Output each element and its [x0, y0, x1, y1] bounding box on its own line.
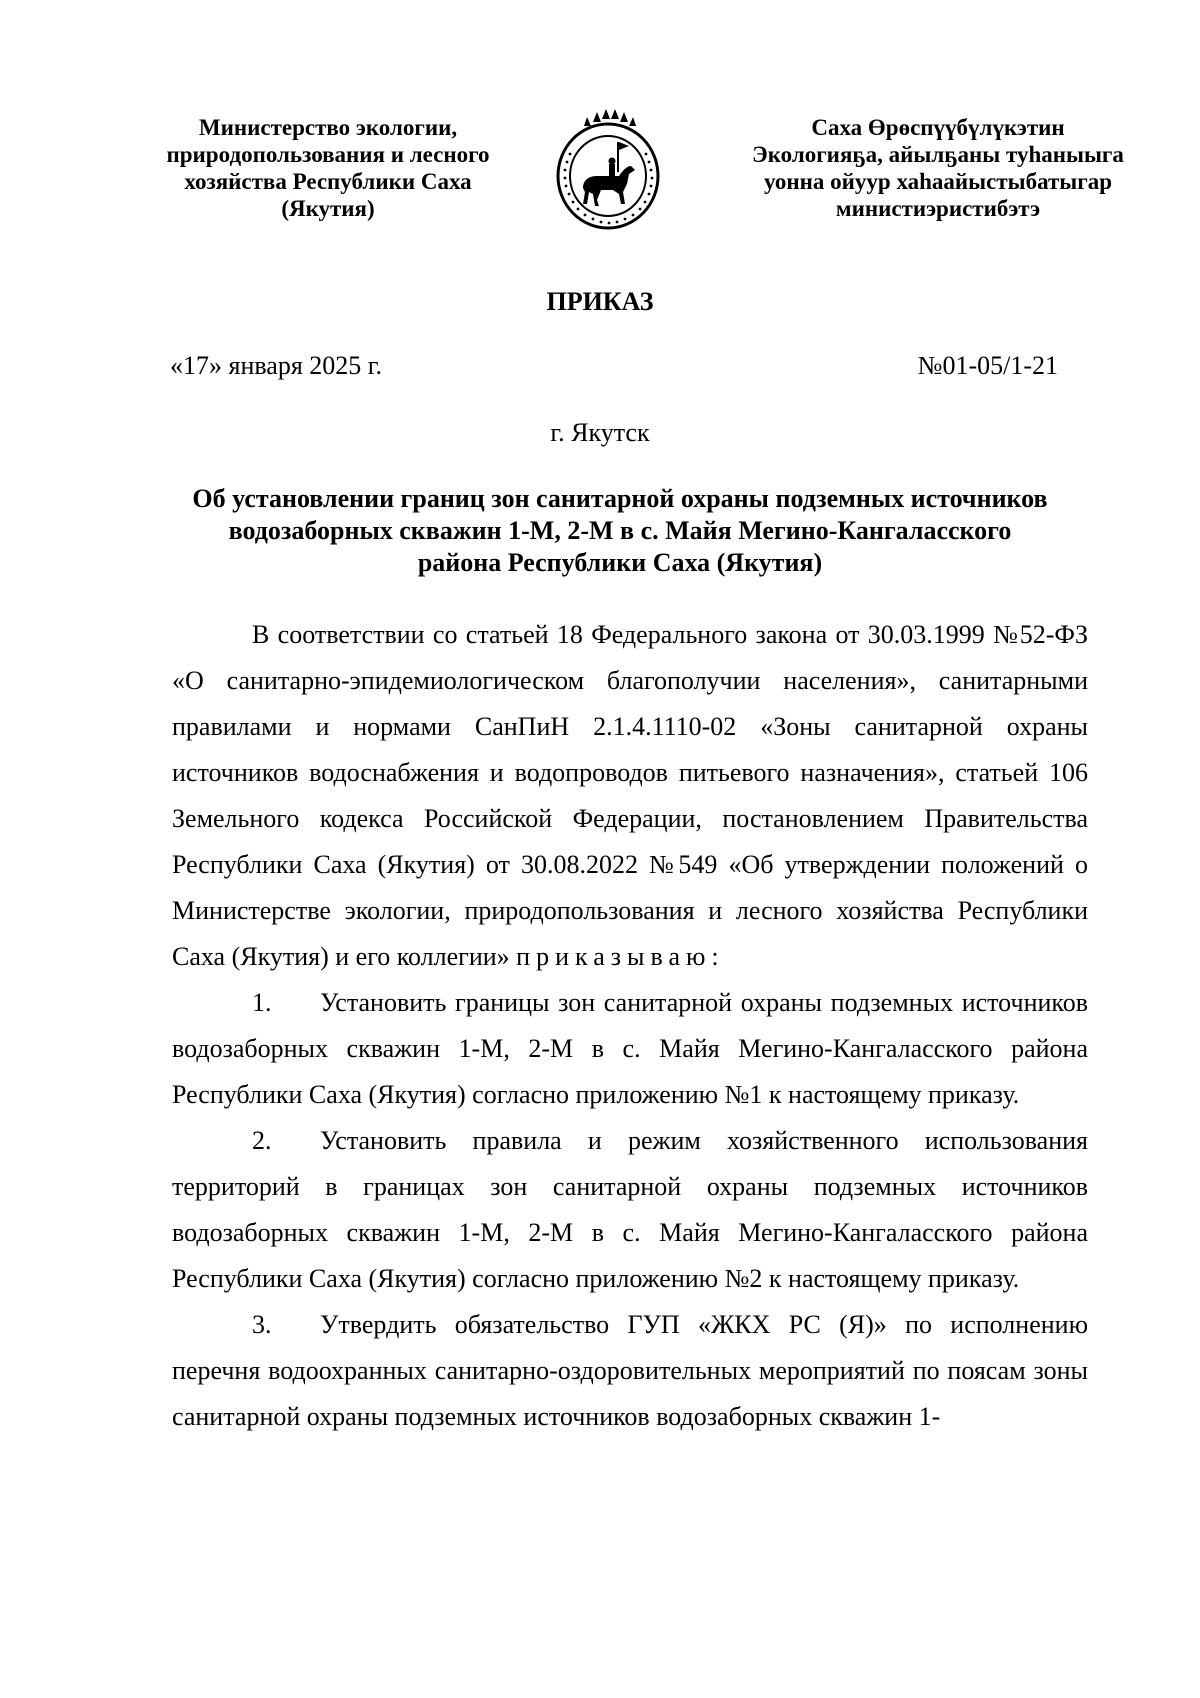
yakutia-coat-of-arms-icon — [553, 108, 663, 232]
ministry-name-line: (Якутия) — [281, 196, 375, 221]
ministry-name-line: природопользования и лесного — [166, 142, 490, 167]
ministry-name-line: Министерство экологии, — [198, 115, 458, 140]
list-item — [172, 1118, 1088, 1302]
document-subject — [150, 483, 1090, 579]
document-number: №01-05/1-21 — [917, 351, 1058, 380]
ministry-name-line: хозяйства Республики Саха — [184, 169, 472, 194]
document-city: г. Якутск — [550, 418, 650, 447]
intro-text: В соответствии со статьей 18 Федерального закона от 30.03.1999 №52-ФЗ «О санитарно-эпидемиологическом благополучии населения», санитарными правилами и нормами СанПиН 2.1.4.1110-02 «Зоны санитарной охраны источников водоснабжения и водопроводов питьевого назначения», статьей 106 Земельного кодекса Российской Федерации, постановлением Правительства Республики Саха (Якутия) от 30.08.2022 №549 «Об утверждении положений о Министерстве экологии, природопользования и лесного хозяйства Республики Саха (Якутия) и его коллегии» — [172, 620, 1088, 971]
ministry-name-russian — [138, 114, 518, 222]
item-number: 2. — [252, 1126, 272, 1155]
item-number: 1. — [252, 988, 272, 1017]
item-text: Установить правила и режим хозяйственного использования территорий в границах зон санитарной охраны подземных источников водозаборных скважин 1-М, 2-М в с. Майя Мегино-Кангаласского района Республики Саха (Якутия) согласно приложению №2 к настоящему приказу. — [172, 1126, 1088, 1293]
item-text: Утвердить обязательство ГУП «ЖКХ РС (Я)» по исполнению перечня водоохранных санитарно-оздоровительных мероприятий по поясам зоны санитарной охраны подземных источников водозаборных скважин 1- — [172, 1310, 1088, 1431]
list-item — [172, 980, 1088, 1118]
subject-line: района Республики Саха (Якутия) — [417, 548, 823, 577]
subject-line: Об установлении границ зон санитарной охраны подземных источников — [192, 484, 1048, 513]
list-item — [172, 1302, 1088, 1440]
document-date: «17» января 2025 г. — [170, 351, 383, 380]
item-text: Установить границы зон санитарной охраны подземных источников водозаборных скважин 1-М, 2-М в с. Майя Мегино-Кангаласского района Республики Саха (Якутия) согласно приложению №1 к настоящему приказу. — [172, 988, 1088, 1109]
ministry-name-line: уонна ойуур хаһаайыстыбатыгар — [763, 169, 1113, 194]
order-word: приказываю: — [516, 942, 725, 971]
document-title: ПРИКАЗ — [546, 287, 654, 316]
ministry-name-line: Экологияҕа, айылҕаны туһаныыга — [752, 142, 1124, 167]
document-body — [172, 612, 1088, 1440]
subject-line: водозаборных скважин 1-М, 2-М в с. Майя Мегино-Кангаласского — [228, 516, 1012, 545]
ministry-name-line: министиэристибэтэ — [835, 196, 1041, 221]
ministry-name-line: Саха Өрөспүүбүлүкэтин — [811, 115, 1065, 140]
item-number: 3. — [252, 1310, 272, 1339]
ministry-name-yakut — [718, 114, 1158, 222]
intro-paragraph — [172, 612, 1088, 980]
